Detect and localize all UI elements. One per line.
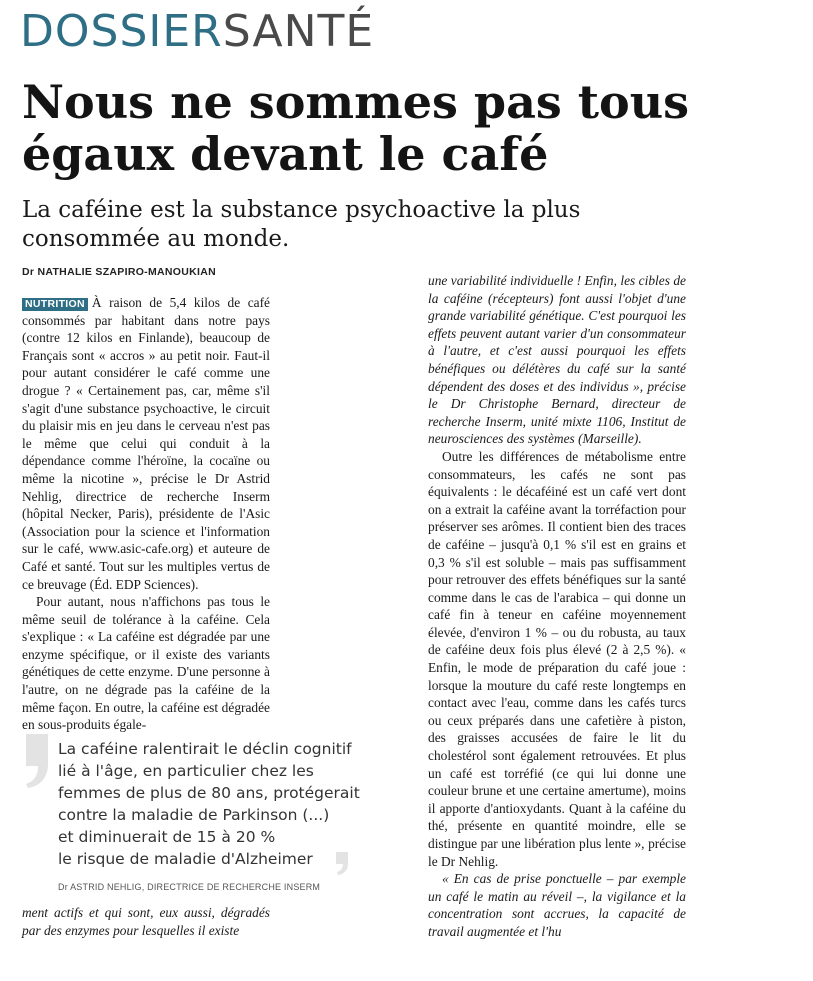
article-headline: Nous ne sommes pas tous égaux devant le café [22,75,690,181]
pull-quote [22,732,360,892]
dossier-kicker [20,6,374,57]
col1-paragraph-2: Pour autant, nous n'affichons pas tous le même seuil de tolérance à la caféine. Cela s'explique : « La caféine est dégradée par une enzyme spécifique, or il existe des variants génétiques de cette enzyme. D'une personne à l'autre, on ne dégrade pas la caféine de la même façon. En outre, la caféine est dégradée en sous-produits égale- [22,594,270,733]
article-column-1 [22,294,270,734]
pull-quote-line: lié à l'âge, en particulier chez les [58,762,314,780]
pull-quote-source: Dr ASTRID NEHLIG, DIRECTRICE DE RECHERCHE INSERM [58,882,321,892]
col1-paragraph-1 [22,294,270,593]
quote-close-icon [334,850,350,876]
article-standfirst: La caféine est la substance psychoactive la plus consommée au monde. [22,197,581,252]
article-byline: Dr NATHALIE SZAPIRO-MANOUKIAN [22,266,216,278]
pull-quote-line: le risque de maladie d'Alzheimer [58,850,313,868]
pull-quote-text [58,738,360,870]
pull-quote-line: femmes de plus de 80 ans, protégerait [58,784,360,802]
article-column-2 [428,272,686,941]
quote-open-icon [22,732,52,790]
col2-paragraph-3: « En cas de prise ponctuelle – par exemple un café le matin au réveil –, la vigilance et la concentration sont accrues, la capacité de travail augmentée et l'hu [428,871,686,939]
pull-quote-line: contre la maladie de Parkinson (...) [58,806,330,824]
col1-paragraph-1-text: À raison de 5,4 kilos de café consommés par habitant dans notre pays (contre 12 kilos en Finlande), beaucoup de Français sont « accros » au petit noir. Faut-il pour autant considérer le café comme une drogue ? « Certainement pas, car, même s'il s'agit d'une substance psychoactive, le circuit du plaisir mis en jeu dans le cerveau n'est pas le même que celui qui conduit à la dépendance comme l'héroïne, la cocaïne ou même la nicotine », précise le Dr Astrid Nehlig, directrice de recherche Inserm (hôpital Necker, Paris), présidente de l'Asic (Association pour la science et l'information sur le café, www.asic-cafe.org) et auteure de Café et santé. Tout sur les multiples vertus de ce breuvage (Éd. EDP Sciences). [22,295,270,592]
pull-quote-line: et diminuerait de 15 à 20 % [58,828,276,846]
col1-continuation: ment actifs et qui sont, eux aussi, dégradés par des enzymes pour lesquelles il existe [22,905,270,938]
section-tag: NUTRITION [22,298,88,311]
kicker-part2: SANTÉ [222,6,375,57]
col2-paragraph-2: Outre les différences de métabolisme entre consommateurs, les cafés ne sont pas équivalents : le décaféiné est un café vert dont on a extrait la caféine avant la torréfaction pour préserver ses arômes. Il contient bien des traces de caféine – jusqu'à 0,1 % s'il est en grains et 0,3 % s'il est soluble – mais pas suffisamment pour retrouver des effets bénéfiques sur la santé comme dans le cas de l'arabica – qui donne un café fin à teneur en caféine moyennement élevée, d'environ 1 % – ou du robusta, au taux de caféine deux fois plus élevé (2 à 2,5 %). « Enfin, le mode de préparation du café joue : lorsque la mouture du café reste longtemps en contact avec l'eau, comme dans les cafés turcs ou ceux préparés dans une cafetière à piston, des graisses accusées de faire le lit du cholestérol sont également retrouvées. Et plus un café est torréfié (ce qui lui donne une couleur brune et une certaine amertume), moins il apporte d'antioxydants. Quant à la caféine du thé, présente en quantité moindre, elle se distingue par une libération plus lente », précise le Dr Nehlig. [428,448,686,869]
col2-paragraph-1: une variabilité individuelle ! Enfin, les cibles de la caféine (récepteurs) font aussi l'objet d'une grande variabilité génétique. C'est pourquoi les effets peuvent autant varier d'un consommateur à l'autre, et c'est aussi pourquoi les effets bénéfiques ou délétères du café sur la santé dépendent des doses et des individus », précise le Dr Christophe Bernard, directeur de recherche Inserm, unité mixte 1106, Institut de neurosciences des systèmes (Marseille). [428,273,686,447]
article-column-1-continued [22,904,270,939]
kicker-part1: DOSSIER [20,6,223,57]
pull-quote-line: La caféine ralentirait le déclin cognitif [58,740,352,758]
